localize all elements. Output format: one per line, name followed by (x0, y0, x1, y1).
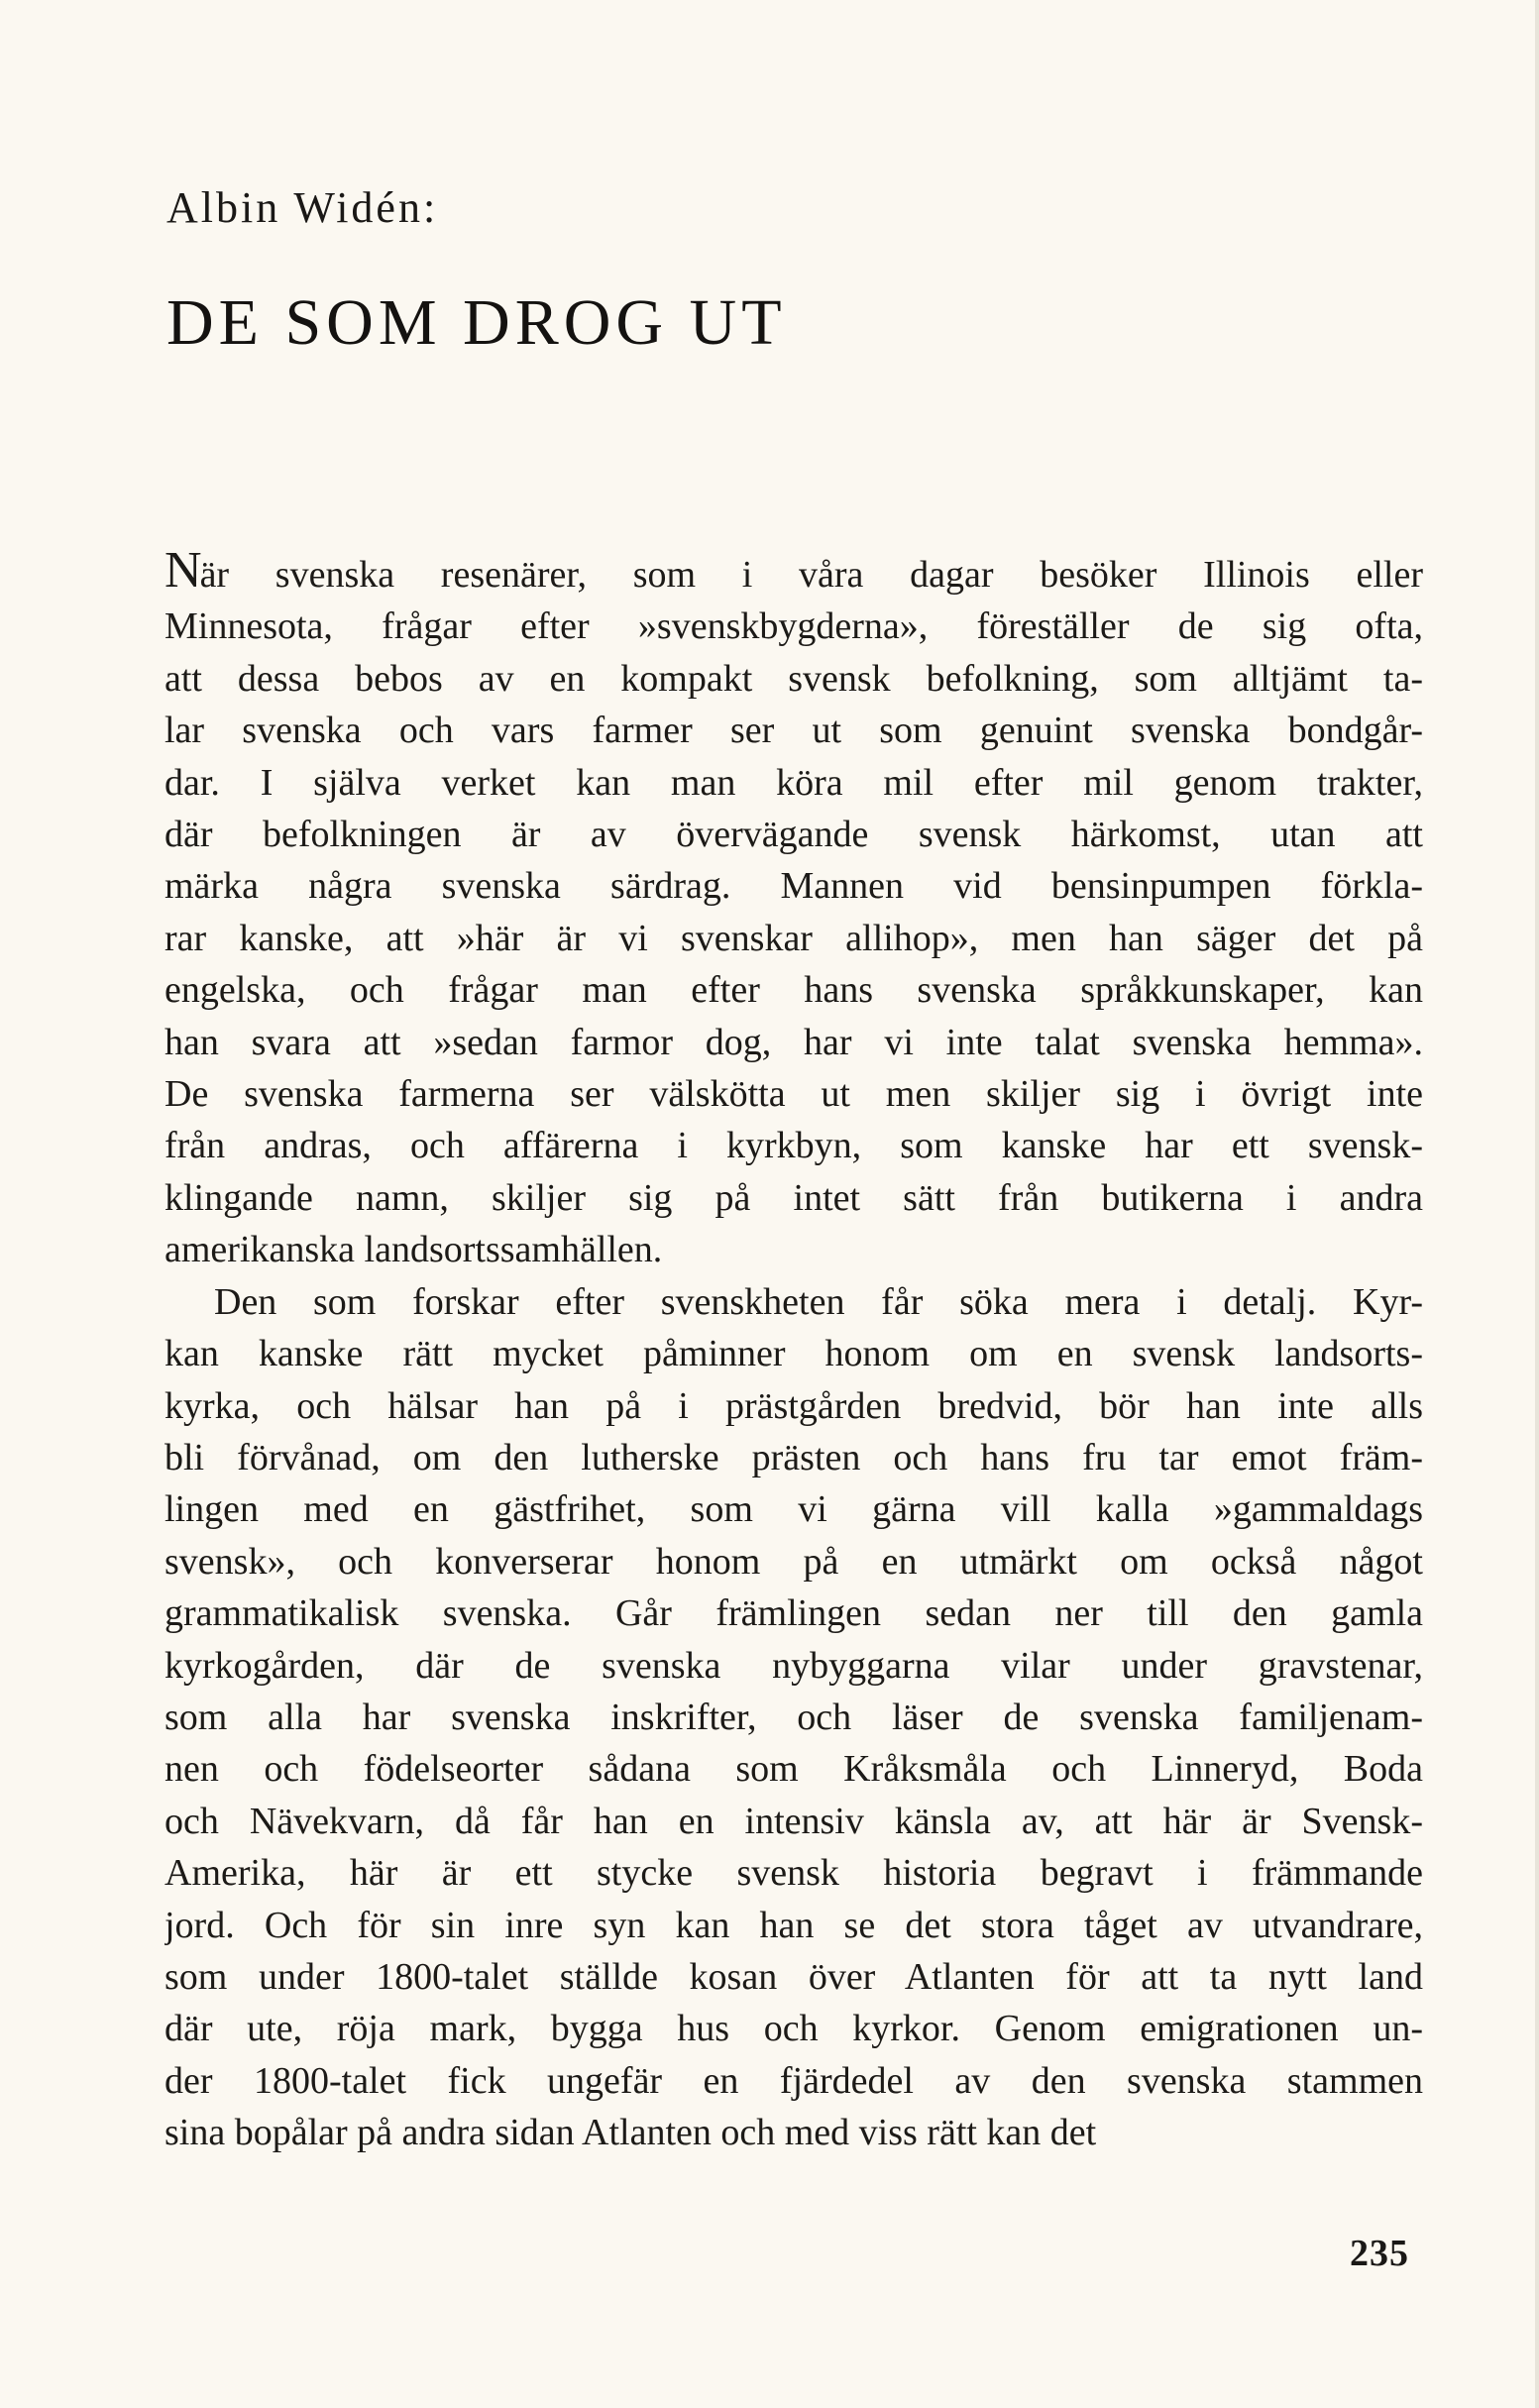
text-line-content: kyrka, och hälsar han på i prästgården bredvid, bör han inte alls (165, 1384, 1423, 1427)
text-line (165, 1120, 1423, 1171)
text-line (165, 1224, 1423, 1275)
text-line-content: der 1800-talet fick ungefär en fjärdedel av den svenska stammen (165, 2059, 1423, 2102)
text-line-content: kan kanske rätt mycket påminner honom om en svensk landsorts- (165, 1333, 1423, 1375)
text-line (165, 1796, 1423, 1847)
text-line (165, 653, 1423, 705)
text-line (165, 1172, 1423, 1224)
text-line-content: klingande namn, skiljer sig på intet sätt från butikerna i andra (165, 1176, 1423, 1219)
text-line (165, 1847, 1423, 1899)
text-line (165, 1017, 1423, 1068)
text-line-content: kyrkogården, där de svenska nybyggarna vilar under gravstenar, (165, 1644, 1423, 1687)
text-line (165, 1587, 1423, 1639)
text-line-content: amerikanska landsortssamhällen. (165, 1229, 663, 1271)
text-line (165, 1432, 1423, 1483)
text-line (165, 1536, 1423, 1587)
page-number: 235 (1350, 2233, 1409, 2274)
text-line (165, 2003, 1423, 2054)
text-line (165, 757, 1423, 809)
text-line-content: som alla har svenska inskrifter, och läser de svenska familjenam- (165, 1696, 1423, 1738)
text-line-content: nen och födelseorter sådana som Kråksmåla och Linneryd, Boda (165, 1748, 1423, 1791)
text-line-content: lingen med en gästfrihet, som vi gärna vill kalla »gammaldags (165, 1488, 1423, 1531)
text-line (165, 1380, 1423, 1432)
text-line-content: svensk», och konverserar honom på en utmärkt om också något (165, 1540, 1423, 1583)
paragraph-1 (165, 549, 1423, 1276)
text-line (165, 1743, 1423, 1795)
text-line-content: sina bopålar på andra sidan Atlanten och med viss rätt kan det (165, 2112, 1097, 2154)
text-line-content: rar kanske, att »här är vi svenskar allihop», men han säger det på (165, 917, 1423, 959)
text-line (165, 1692, 1423, 1743)
article-body (165, 549, 1423, 2159)
text-line (165, 705, 1423, 756)
text-line (165, 809, 1423, 860)
text-line (165, 601, 1423, 652)
text-line-content: att dessa bebos av en kompakt svensk befolkning, som alltjämt ta- (165, 657, 1423, 700)
text-line (165, 549, 1423, 601)
text-line (165, 1068, 1423, 1120)
text-line-content: märka några svenska särdrag. Mannen vid bensinpumpen förkla- (165, 865, 1423, 908)
text-line-content: där ute, röja mark, bygga hus och kyrkor. Genom emigrationen un- (165, 2008, 1423, 2050)
text-line (165, 2107, 1423, 2158)
text-line-content: Amerika, här är ett stycke svensk historia begravt i främmande (165, 1852, 1423, 1895)
text-line-content: där befolkningen är av övervägande svensk härkomst, utan att (165, 814, 1423, 856)
author-heading: Albin Widén: (166, 183, 439, 232)
paragraph-2 (165, 1276, 1423, 2159)
text-line-content: bli förvånad, om den lutherske prästen och hans fru tar emot främ- (165, 1436, 1423, 1478)
text-line (165, 1276, 1423, 1328)
text-line-content: Den som forskar efter svenskheten får söka mera i detalj. Kyr- (214, 1280, 1423, 1323)
text-line (165, 860, 1423, 912)
text-line-content: dar. I själva verket kan man köra mil efter mil genom trakter, (165, 761, 1423, 804)
text-line-content: lar svenska och vars farmer ser ut som genuint svenska bondgår- (165, 710, 1423, 752)
text-line-content: han svara att »sedan farmor dog, har vi inte talat svenska hemma». (165, 1021, 1423, 1063)
text-line-content: engelska, och frågar man efter hans svenska språkkunskaper, kan (165, 969, 1423, 1012)
text-line (165, 1640, 1423, 1692)
text-line-content: är svenska resenärer, som i våra dagar besöker Illinois eller (199, 554, 1423, 596)
text-line (165, 2055, 1423, 2107)
text-line-content: Minnesota, frågar efter »svenskbygderna», föreställer de sig ofta, (165, 605, 1423, 648)
text-line-content: jord. Och för sin inre syn kan han se det stora tåget av utvandrare, (165, 1904, 1423, 1946)
drop-cap: N (165, 549, 200, 599)
text-line-content: De svenska farmerna ser välskötta ut men skiljer sig i övrigt inte (165, 1073, 1423, 1116)
text-line-content: grammatikalisk svenska. Går främlingen sedan ner till den gamla (165, 1592, 1423, 1635)
text-line-content: som under 1800-talet ställde kosan över Atlanten för att ta nytt land (165, 1955, 1423, 1998)
article-title: DE SOM DROG UT (166, 286, 787, 359)
text-line (165, 964, 1423, 1016)
text-line (165, 1900, 1423, 1951)
text-line (165, 1483, 1423, 1535)
text-line (165, 1951, 1423, 2003)
text-line (165, 1328, 1423, 1379)
text-line-content: och Nävekvarn, då får han en intensiv känsla av, att här är Svensk- (165, 1800, 1423, 1842)
text-line (165, 913, 1423, 964)
text-line-content: från andras, och affärerna i kyrkbyn, som kanske har ett svensk- (165, 1125, 1423, 1167)
